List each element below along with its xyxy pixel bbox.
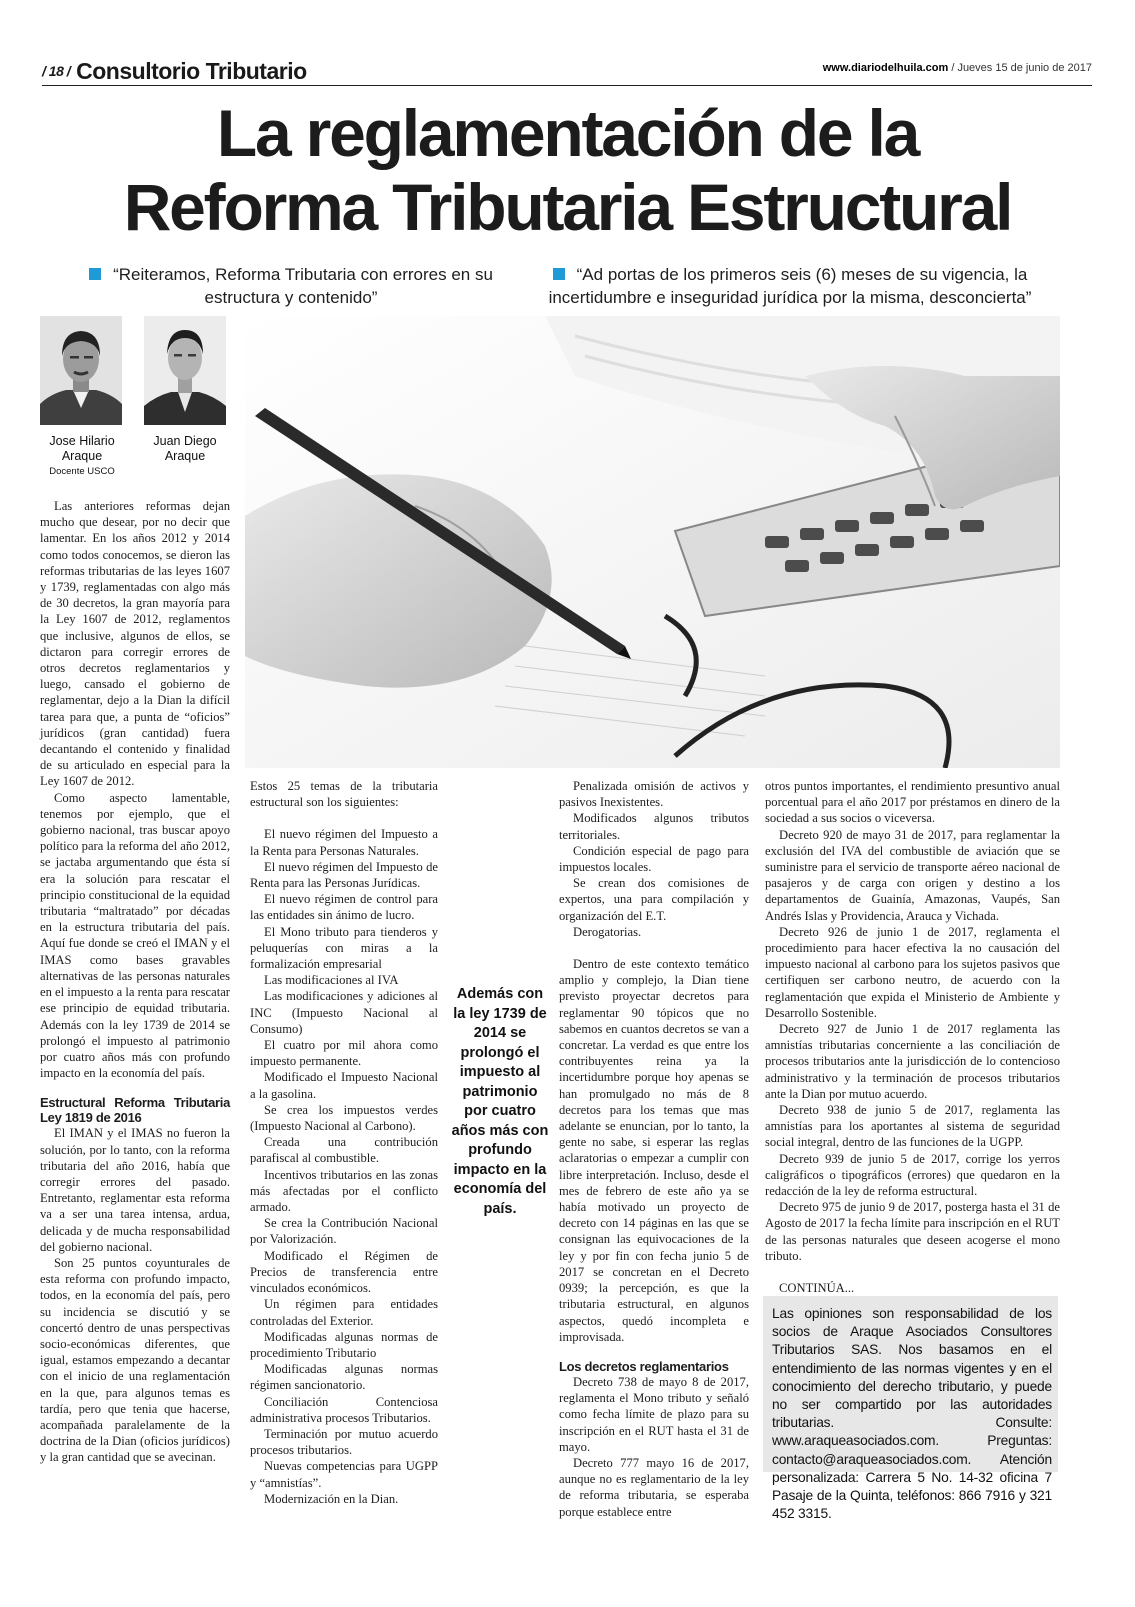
list-item: Modernización en la Dian. [264,1491,399,1506]
paragraph: Decreto 920 de mayo 31 de 2017, para reglamentar la exclusión del IVA del combustible de aviación que se suministre para el servicio de transporte aéreo nacional de pasajeros y de carga con origen y destino a los departamentos de Guainía, Amazonas, Vaupés, San Andrés Islas y Providencia, Arauca y Vichada. [765,827,1060,923]
header-rule [42,85,1092,86]
subheading: Los decretos reglamentarios [559,1358,729,1374]
paragraph: Decreto 975 de junio 9 de 2017, posterga hasta el 31 de Agosto de 2017 la fecha límite para inscripción en el RUT de las personas naturales que deseen acogerse el mono tributo. [765,1200,1060,1263]
article-column-2 [250,778,438,1507]
paragraph: Decreto 777 mayo 16 de 2017, aunque no es reglamentario de la ley de reforma tributaria, se esperaba porque establece entre [559,1455,749,1519]
paragraph: Decreto 938 de junio 5 de 2017, reglamenta las amnistías para los aportantes al sistema de seguridad social integral, dentro de las funciones de la UGPP. [765,1103,1060,1150]
author-caption-2 [136,434,234,464]
quote-1: “Reiteramos, Reforma Tributaria con errores en su estructura y contenido” [86,263,496,309]
author-role: Docente USCO [49,466,115,477]
square-bullet-icon [89,268,101,280]
paragraph: Decreto 939 de junio 5 de 2017, corrige los yerros caligráficos o tipográficos (errores) que quedaron en la redacción de la ley de reforma estructural. [765,1151,1060,1199]
subheading: Estructural Reforma Tributaria Ley 1819 de 2016 [40,1095,230,1126]
list-item: Se crea la Contribución Nacional por Valorización. [250,1216,438,1247]
list-item: Modificadas algunas normas régimen sancionatorio. [250,1362,438,1393]
header-meta: www.diariodelhuila.com / Jueves 15 de junio de 2017 [822,62,1092,74]
disclaimer-text: Las opiniones son responsabilidad de los socios de Araque Asociados Consultores Tributarios SAS. Nos basamos en el entendimiento de las normas vigentes y en el conocimiento del derecho tributario, y puede no ser compartido por las autoridades tributarias. Consulte: www.araqueasociados.com. Preguntas: contacto@araqueasociados.com. Atención personalizada: Carrera 5 No. 14-32 oficina 7 Pasaje de la Quinta, teléfonos: 866 7916 y 321 452 3315. [772,1306,1052,1522]
section-name: Consultorio Tributario [76,58,307,84]
continues-label: CONTINÚA... [779,1281,855,1296]
issue-date: Jueves 15 de junio de 2017 [957,62,1092,74]
paragraph: Decreto 926 de junio 1 de 2017, reglamenta el procedimiento para hacer efectiva la no causación del impuesto nacional al carbono para los sujetos pasivos que certifiquen ser carbono neutro, de acuerdo con la reglamentación que expida el Ministerio de Ambiente y Desarrollo Sostenible. [765,924,1060,1020]
paragraph: Estos 25 temas de la tributaria estructural son los siguientes: [250,779,438,810]
author-portrait-1 [40,316,122,425]
square-bullet-icon [553,268,565,280]
author-portrait-2 [144,316,226,425]
calculator-pen-photo [245,316,1060,768]
paragraph: otros puntos importantes, el rendimiento presuntivo anual porcentual para el año 2017 por préstamos en dinero de la sociedad a sus socios o viceversa. [765,779,1060,826]
headline [20,96,1115,244]
headline-line-2: Reforma Tributaria Estructural [123,170,1012,244]
page-number: / 18 / [42,63,71,79]
list-item: Modificado el Régimen de Precios de transferencia entre vinculados económicos. [250,1248,438,1296]
list-item: Conciliación Contenciosa administrativa procesos Tributarios. [250,1394,438,1425]
list-item: El nuevo régimen del Impuesto a la Renta para Personas Naturales. [250,827,438,858]
paragraph: Decreto 927 de Junio 1 de 2017 reglamenta las amnistías tributarias concerniente a las conciliación de procesos tributarios ante la jurisdicción de lo contencioso administrativo y la terminación de procesos tributarios ante la Dian por mutuo acuerdo. [765,1022,1060,1101]
author-name: Juan Diego Araque [153,434,217,463]
list-item: Creada una contribución parafiscal al combustible. [250,1135,438,1166]
list-item: Penalizada omisión de activos y pasivos Inexistentes. [559,779,749,810]
list-item: Incentivos tributarios en las zonas más afectadas por el conflicto armado. [250,1167,438,1215]
list-item: El Mono tributo para tienderos y peluquerías con miras a la formalización empresarial [250,924,438,972]
author-name: Jose Hilario Araque [49,434,115,463]
paragraph: Las anteriores reformas dejan mucho que desear, por no decir que lamentar. En los años 2012 y 2014 como todos conocemos, se dieron las reformas tributarias de las leyes 1607 y 1739, reglamentadas con algo más de 30 decretos, la gran mayoría para la Ley 1607 de 2012, reglamentos que inclusive, algunos de ellos, se dictaron para corregir errores de otros decretos reglamentarios y luego, cansado el gobierno de reglamentar, dejo a la Dian la difícil tarea para que, a punta de “oficios” jurídicos (gran cantidad) fuera decantando el contenido y finalidad de su articulado en especial para la Ley 1607 de 2012. [40,499,230,789]
list-item: Un régimen para entidades controladas del Exterior. [250,1297,438,1328]
portrait-photo-icon [40,316,122,425]
section-header [42,58,307,85]
list-item: El nuevo régimen de control para las entidades sin ánimo de lucro. [250,892,438,923]
portrait-photo-icon [144,316,226,425]
list-item: Modificadas algunas normas de procedimiento Tributario [250,1329,438,1360]
list-item: Terminación por mutuo acuerdo procesos tributarios. [250,1426,438,1458]
article-column-3 [559,778,749,1520]
quote-2: “Ad portas de los primeros seis (6) meses de su vigencia, la incertidumbre e inseguridad jurídica por la misma, desconcierta” [548,265,1032,307]
article-column-1 [40,498,230,1466]
list-item: Derogatorias. [573,924,642,939]
list-item: Las modificaciones y adiciones al INC (Impuesto Nacional al Consumo) [250,989,438,1036]
paragraph: El IMAN y el IMAS no fueron la solución, por lo tanto, con la reforma tributaria del año 2016, había que corregir errores del pasado. Entretanto, reglamentar esta reforma va a ser una tarea intensa, ardua, delicada y de mucha responsabilidad del gobierno nacional. [40,1126,230,1254]
list-item: Las modificaciones al IVA [264,973,399,988]
article-photo [245,316,1060,768]
list-item: Se crea los impuestos verdes (Impuesto Nacional al Carbono). [250,1102,438,1134]
pull-quote: Además con la ley 1739 de 2014 se prolongó el impuesto al patrimonio por cuatro años más con profundo impacto en la economía del país. [451,986,549,1217]
paragraph: Dentro de este contexto temático amplio y complejo, la Dian tiene previsto proyectar decretos para reglamentar 90 tópicos que no sabemos en cuantos decretos se van a concretar. La verdad es que entre los contribuyentes reina ya la incertidumbre porque hoy apenas se han promulgado no más de 8 decretos para los temas que mas adelante se enuncian, por lo tanto, la gente no sabe, si esperar las reglas aclaratorias o empezar a cumplir con libre interpretación. Incluso, desde el mes de febrero de este año ya se había motivado un proyecto de decreto con 14 páginas en las que se consignan las equivocaciones de la ley y por fin con fecha junio 5 de 2017 se concretan en el Decreto 0939; la percepción, es que la tributaria estructural, en algunos aspectos, quedó incompleta e improvisada. [559,957,749,1344]
paragraph: Son 25 puntos coyunturales de esta reforma con profundo impacto, todos, en la economía del país, pero su incidencia se discutió y se concertó dentro de unas perspectivas socio-económicas diferentes, que igual, estamos empezando a decantar con el inicio de una reglamentación en la que, para algunos temas es tardía, pero que tenia que hacerse, acompañada paralelamente de la doctrina de la Dian (oficios jurídicos) y la gran cantidad que se avecinan. [40,1255,230,1465]
list-item: Se crean dos comisiones de expertos, una para compilación y organización del E.T. [559,876,749,923]
list-item: Condición especial de pago para impuestos locales. [559,843,749,875]
paragraph: Decreto 738 de mayo 8 de 2017, reglamenta el Mono tributo y señaló como fecha límite de plazo para su inscripción en el RUT hasta el 31 de mayo. [559,1374,749,1454]
article-column-4 [765,778,1060,1296]
paragraph: Como aspecto lamentable, tenemos por ejemplo, que el gobierno nacional, tras buscar apoyo político para la reforma del año 2012, se jactaba argumentando que ésta sí era la solución para rescatar el principio constitucional de la equidad tributaria “maltratado” por décadas en la estructura tributaria del país. Aquí fue donde se creó el IMAN y el IMAS como bases gravables alternativas de las personas naturales en el impuesto a la renta para rescatar ese principio de equidad tributaria. Además con la ley 1739 de 2014 se prolongó el impuesto al patrimonio por cuatro años más con profundo impacto en la economía del país. [40,790,230,1081]
list-item: El cuatro por mil ahora como impuesto permanente. [250,1038,438,1069]
list-item: Modificado el Impuesto Nacional a la gasolina. [250,1070,438,1101]
headline-line-1: La reglamentación de la [216,96,919,170]
list-item: Modificados algunos tributos territoriales. [559,811,749,842]
website[interactable]: www.diariodelhuila.com [822,62,949,74]
author-caption-1 [34,434,130,479]
list-item: Nuevas competencias para UGPP y “amnistías”. [250,1459,438,1490]
list-item: El nuevo régimen del Impuesto de Renta para las Personas Jurídicas. [250,859,438,891]
